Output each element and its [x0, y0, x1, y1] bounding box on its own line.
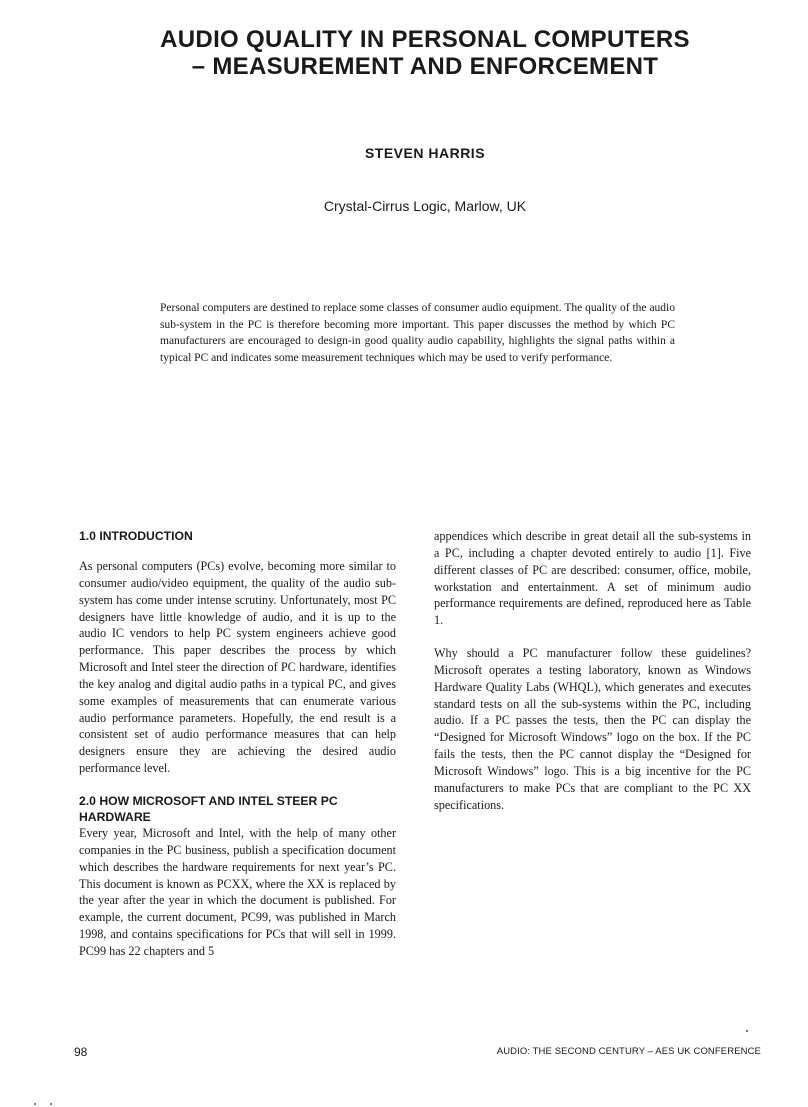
abstract: Personal computers are destined to replace some classes of consumer audio equipment. The quality of the audio sub-system in the PC is therefore becoming more important. This paper discusses the method by which PC manufacturers are encouraged to design-in good quality audio capability, highlights the signal paths within a typical PC and indicates some measurement techniques which may be used to verify performance.: [160, 302, 675, 364]
scan-speck: [50, 1103, 52, 1105]
author-affiliation: Crystal-Cirrus Logic, Marlow, UK: [323, 198, 527, 214]
paper-title: [110, 26, 740, 80]
title-line-2: – MEASUREMENT AND ENFORCEMENT: [191, 53, 659, 80]
title-line-1: AUDIO QUALITY IN PERSONAL COMPUTERS: [160, 26, 690, 53]
left-column: [79, 528, 396, 976]
section-2-paragraph-1: Every year, Microsoft and Intel, with the help of many other companies in the PC business, publish a specification document which describes the hardware requirements for next year’s PC. This document is known as PCXX, where the XX is replaced by the year after the year in which the document is published. For example, the current document, PC99, was published in March 1998, and contains specifications for PCs that will sell in 1999. PC99 has 22 chapters and 5: [79, 825, 396, 958]
section-heading-microsoft-intel: 2.0 HOW MICROSOFT AND INTEL STEER PC HARDWARE: [79, 793, 338, 824]
right-column: [434, 528, 751, 830]
scan-speck: [746, 1030, 748, 1032]
section-2-paragraph-2: appendices which describe in great detail all the sub-systems in a PC, including a chapter devoted entirely to audio [1]. Five different classes of PC are described: consumer, office, mobile, workstation and entertainment. A set of minimum audio performance requirements are defined, reproduced here as Table 1.: [434, 529, 751, 628]
author-name: STEVEN HARRIS: [364, 145, 486, 161]
page-number: 98: [74, 1045, 88, 1059]
scan-speck: [34, 1103, 36, 1105]
section-2-paragraph-3: Why should a PC manufacturer follow these guidelines? Microsoft operates a testing laboratory, known as Windows Hardware Quality Labs (WHQL), which generates and executes standard tests on all the sub-systems within the PC, including audio. If a PC passes the tests, then the PC can display the “Designed for Microsoft Windows” logo on the box. If the PC fails the tests, then the PC cannot display the “Designed for Microsoft Windows” logo. This is a big incentive for the PC manufacturers to make PCs that are compliant to the PC XX specifications.: [434, 646, 751, 812]
introduction-paragraph: As personal computers (PCs) evolve, becoming more similar to consumer audio/video equipment, the quality of the audio sub-system has come under intense scrutiny. Unfortunately, most PC designers have little knowledge of audio, and it is up to the audio IC vendors to help PC system engineers achieve good performance. This paper describes the process by which Microsoft and Intel steer the direction of PC hardware, identifies the key analog and digital audio paths in a typical PC, and gives some examples of measurements that can enumerate various audio performance parameters. Hopefully, the end result is a consistent set of audio performance measures that can help designers ensure they are achieving the desired audio performance level.: [79, 559, 396, 776]
section-heading-introduction: 1.0 INTRODUCTION: [79, 529, 193, 543]
running-footer: AUDIO: THE SECOND CENTURY – AES UK CONFERENCE: [496, 1046, 761, 1057]
